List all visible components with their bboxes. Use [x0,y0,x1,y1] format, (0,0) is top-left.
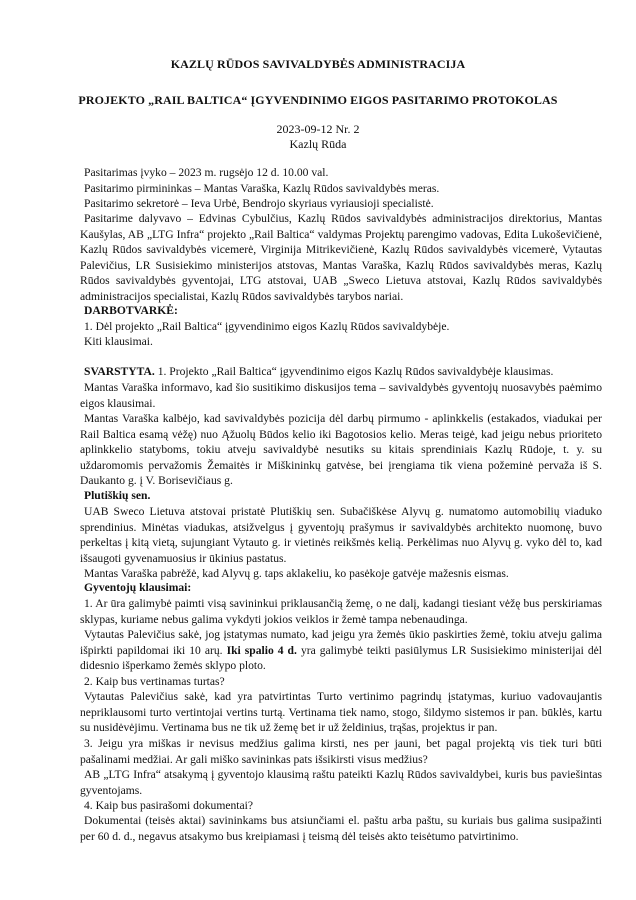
discussed-item-1 [84,364,602,380]
answer-3: AB „LTG Infra“ atsakymą į gyventojo klausimą raštu pateikti Kazlų Rūdos savivaldybei, kuris bus paviešintas gyventojams. [80,768,602,797]
agenda-item-2: Kiti klausimai. [84,335,153,348]
answer-4: Dokumentai (teisės aktai) savininkams bus atsiunčiami el. paštu arba paštu, su kuriais bus galima susipažinti per 60 d. d., negavus atsakymo bus kreipiamasi į teismą dėl teisės akto teisėtumo patvirtinimo. [80,814,602,843]
discussed-item-1-text: 1. Projekto „Rail Baltica“ įgyvendinimo eigos Kazlų Rūdos savivaldybėje klausimas. [157,365,554,378]
discussed-p5: Mantas Varaška pabrėžė, kad Alyvų g. taps aklakeliu, ko pasėkoje gatvėje mažesnis eismas. [84,567,509,580]
meeting-chair: Pasitarimo pirmininkas – Mantas Varaška, Kazlų Rūdos savivaldybės meras. [84,182,440,195]
agenda-item-1: 1. Dėl projekto „Rail Baltica“ įgyvendinimo eigos Kazlų Rūdos savivaldybėje. [84,320,450,333]
discussed-p2: Mantas Varaška informavo, kad šio susitikimo diskusijos tema – savivaldybės gyventojų nuosavybės paėmimo eigos klausimai. [80,381,602,410]
org-name: KAZLŲ RŪDOS SAVIVALDYBĖS ADMINISTRACIJA [170,57,466,71]
discussed-heading: SVARSTYTA. [84,365,155,378]
answer-1 [80,627,602,674]
meeting-held: Pasitarimas įvyko – 2023 m. rugsėjo 12 d. 10.00 val. [84,166,329,179]
answer-2: Vytautas Palevičius sakė, kad yra patvirtintas Turto vertinimo pagrindų įstatymas, kuriuo vadovaujantis nepriklausomi turto vertintojai vertins turtą. Vertinama tiek namo, stogo, šildymo sistemos ir pan. būklės, kartu su nusidėvėjimu. Vertinama bus ne tik už žemę bet ir už želdinius, trąšas, projektus ir pan. [80,690,602,735]
question-3: 3. Jeigu yra miškas ir nevisus medžius galima kirsti, nes per jauni, bet pagal projektą vis tiek turi būti pašalinami medžiai. Ar gali miško savininkas pats išsikirsti visus medžius? [80,737,602,766]
discussed-p3: Mantas Varaška kalbėjo, kad savivaldybės pozicija dėl darbų pirmumo - aplinkkelis (estakados, viadukai per Rail Baltica esamą vėžę) nuo Ąžuolų Būdos kelio iki Bagotosios kelio. Meras teigė, kad jeigu nebus prioriteto aplinkkelio statyboms, tokiu atveju savivaldybė nesutiks su kitais sprendiniais Kazlų Rūdoje, t. y. su uždaromomis pervažomis Žemaitės ir Miškininkų gatvėse, bei įrengiama tik viena požeminė pervaža iš S. Daukanto g. į V. Borisevičiaus g. [80,412,602,488]
question-2: 2. Kaip bus vertinamas turtas? [84,675,225,688]
question-1: 1. Ar ūra galimybė paimti visą savininkui priklausančią žemę, o ne dalį, kadangi tiesiant vėžę bus perskiriamas sklypas, kuriame nebus galima vykdyti jokios veiklos ir žemė tampa nebenaudinga. [80,597,602,626]
questions-heading: Gyventojų klausimai: [84,581,192,594]
answer-1-text: Vytautas Palevičius sakė, jog įstatymas numato, kad jeigu yra žemės ūkio paskirties žemė, tokiu atveju galima išpirkti papildomai iki 10 arų. [80,628,602,657]
agenda-heading: DARBOTVARKĖ: [84,304,178,317]
place: Kazlų Rūda [289,137,347,151]
answer-1-deadline: Iki spalio 4 d. [226,643,297,657]
discussed-p4: UAB Sweco Lietuva atstovai pristatė Plutiškių sen. Subačiškėse Alyvų g. numatomo automobilių viaduko sprendinius. Minėtas viadukas, atsižvelgus į gyventojų prašymus ir savivaldybės architekto nuomonę, buvo perkeltas į kitą vietą, sujungiant Vytauto g. ir vietinės reikšmės kelią. Perkėlimas nuo Alyvų g. vyko dėl to, kad išsaugoti gyvenamuosius ir ūkinius pastatus. [80,505,602,565]
answer-1-text-2: yra galimybė teikti pasiūlymus LR Susisiekimo ministerijai dėl didesnio išperkamo žemės sklypo ploto. [80,643,603,673]
meeting-participants: Pasitarime dalyvavo – Edvinas Cybulčius, Kazlų Rūdos savivaldybės administracijos direktorius, Mantas Kaušylas, AB „LTG Infra“ projekto „Rail Baltica“ valdymas Projektų parengimo vadovas, Edita Lukoševičienė, Kazlų Rūdos savivaldybės vicemerė, Virginija Mitrikevičienė, Kazlų Rūdos savivaldybės vicemerė, Vytautas Palevičius, LR Susisiekimo ministerijos atstovas, Mantas Varaška, Kazlų Rūdos savivaldybės meras, Kazlų Rūdos savivaldybės gyventojai, LTG atstovai, UAB „Sweco Lietuva atstovai, Kazlų Rūdos savivaldybės administracijos specialistai, Kazlų Rūdos savivaldybės tarybos nariai. [80,212,602,303]
document-title: PROJEKTO „RAIL BALTICA“ ĮGYVENDINIMO EIGOS PASITARIMO PROTOKOLAS [78,93,558,107]
date-number: 2023-09-12 Nr. 2 [276,122,360,136]
meeting-secretary: Pasitarimo sekretorė – Ieva Urbė, Bendrojo skyriaus vyriausioji specialistė. [84,197,434,210]
question-4: 4. Kaip bus pasirašomi dokumentai? [84,799,254,812]
plutiskiu-heading: Plutiškių sen. [84,489,151,502]
